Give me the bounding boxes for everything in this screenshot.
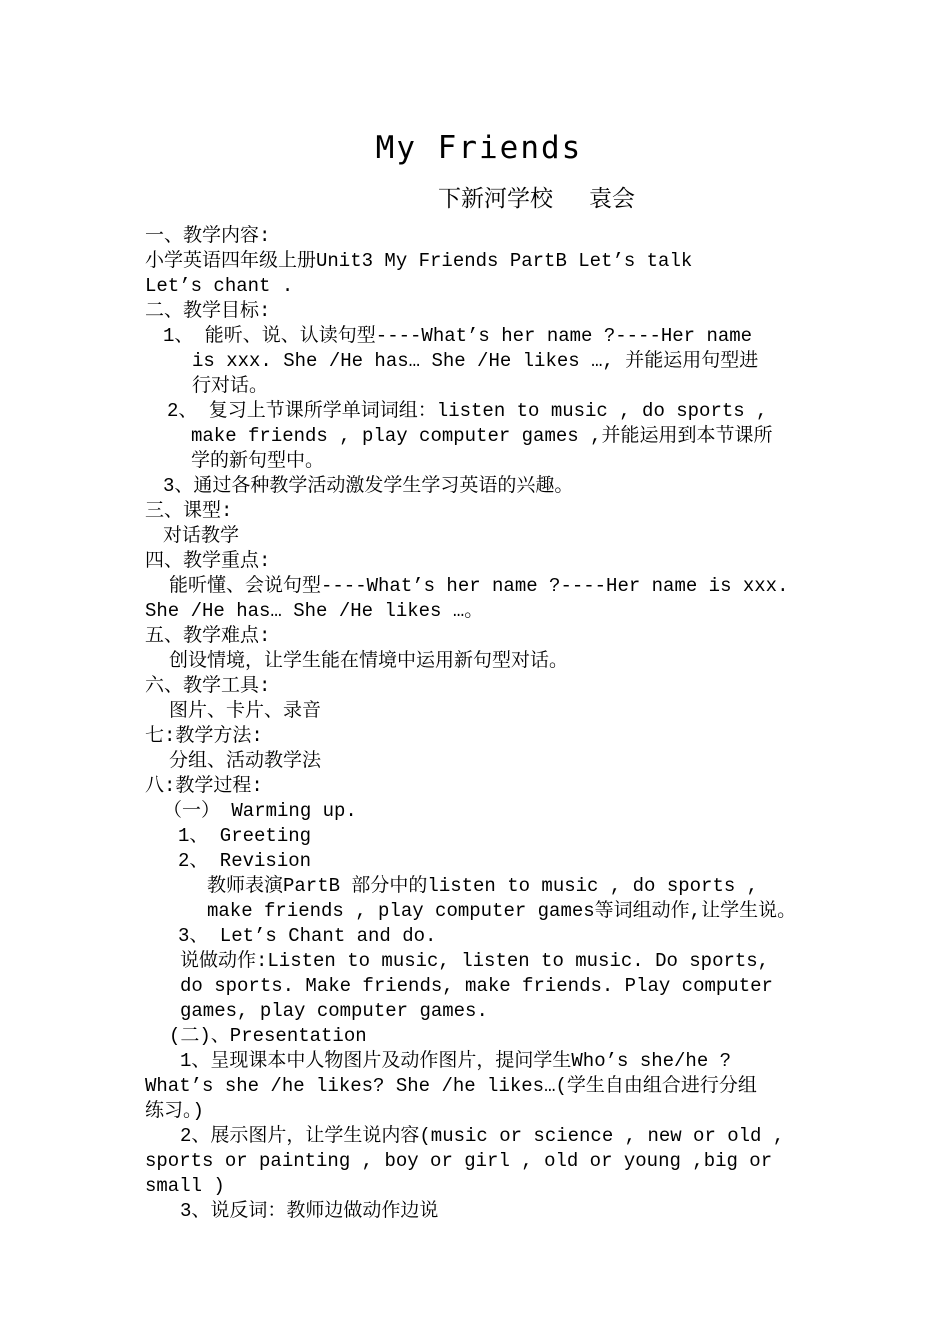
list-item: 1、 Greeting (178, 825, 312, 847)
list-item: 2、 复习上节课所学单词词组：listen to music , do sports , (167, 400, 768, 422)
section-heading: 二、教学目标: (145, 300, 271, 322)
section-heading: 一、教学内容: (145, 225, 271, 247)
author-name: 袁会 (589, 186, 635, 212)
list-item: 1、呈现课本中人物图片及动作图片，提问学生Who’s she/he ? (180, 1050, 732, 1072)
subsection-heading: (二)、Presentation (169, 1025, 367, 1047)
text-line: is xxx. She /He has… She /He likes …, 并能运用句型进 (192, 350, 759, 372)
section-heading: 八:教学过程: (145, 775, 263, 797)
text-line: 分组、活动教学法 (169, 750, 322, 772)
text-line: make friends , play computer games等词组动作,让学生说。 (207, 900, 797, 922)
text-line: sports or painting , boy or girl , old or young ,big or (145, 1150, 773, 1172)
list-item: 1、 能听、说、认读句型----What’s her name ?----Her name (163, 325, 753, 347)
text-line: 说做动作:Listen to music, listen to music. Do sports, (180, 950, 770, 972)
text-line: 行对话。 (192, 375, 269, 397)
text-line: small ) (145, 1175, 225, 1197)
section-heading: 六、教学工具: (145, 675, 271, 697)
school-name: 下新河学校 (438, 186, 553, 212)
text-line: 练习。) (145, 1100, 204, 1122)
document-title: My Friends (375, 130, 583, 166)
text-line: She /He has… She /He likes …。 (145, 600, 484, 622)
text-line: 小学英语四年级上册Unit3 My Friends PartB Let’s talk (145, 250, 693, 272)
text-line: 教师表演PartB 部分中的listen to music , do sports , (207, 875, 759, 897)
list-item: 3、通过各种教学活动激发学生学习英语的兴趣。 (163, 475, 574, 497)
text-line: What’s she /he likes? She /he likes…(学生自由组合进行分组 (145, 1075, 757, 1097)
list-item: 3、说反词：教师边做动作边说 (180, 1200, 439, 1222)
text-line: 图片、卡片、录音 (169, 700, 322, 722)
subsection-heading: （一） Warming up. (163, 800, 357, 822)
section-heading: 四、教学重点: (145, 550, 271, 572)
list-item: 3、 Let’s Chant and do. (178, 925, 437, 947)
text-line: 学的新句型中。 (191, 450, 325, 472)
text-line: Let’s chant . (145, 275, 294, 297)
text-line: make friends , play computer games ,并能运用到本节课所 (191, 425, 773, 447)
list-item: 2、 Revision (178, 850, 312, 872)
text-line: games, play computer games. (180, 1000, 488, 1022)
list-item: 2、展示图片，让学生说内容(music or science , new or old , (180, 1125, 785, 1147)
text-line: do sports. Make friends, make friends. Play computer (180, 975, 773, 997)
text-line: 对话教学 (163, 525, 240, 547)
section-heading: 五、教学难点: (145, 625, 271, 647)
author-line (438, 184, 635, 214)
section-heading: 七:教学方法: (145, 725, 263, 747)
document-body (145, 224, 810, 1224)
text-line: 能听懂、会说句型----What’s her name ?----Her name is xxx. (169, 575, 789, 597)
section-heading: 三、课型: (145, 500, 233, 522)
text-line: 创设情境，让学生能在情境中运用新句型对话。 (169, 650, 569, 672)
